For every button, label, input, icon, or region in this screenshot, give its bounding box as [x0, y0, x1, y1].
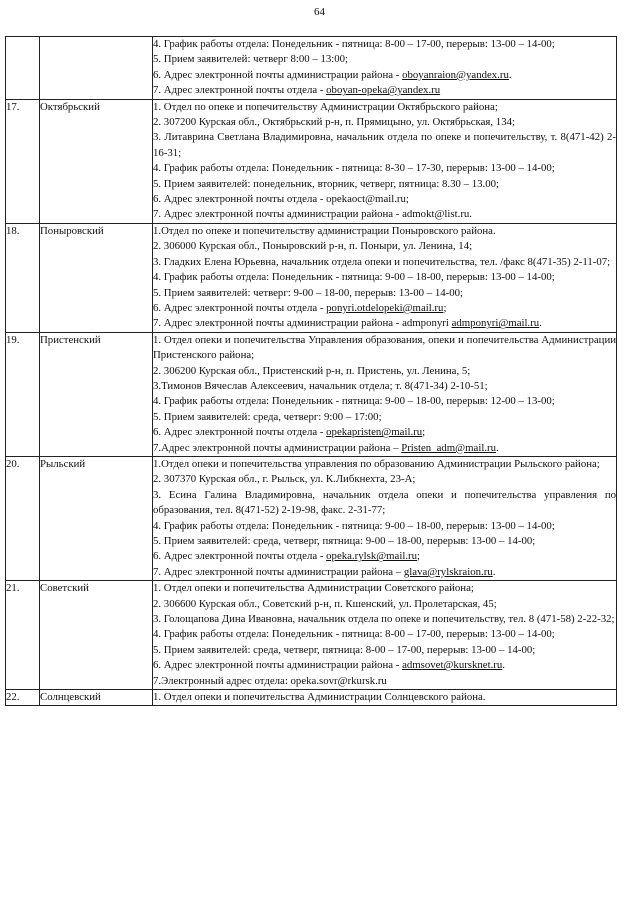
info-line — [153, 674, 616, 689]
table-row — [6, 690, 617, 706]
department-info — [153, 332, 617, 456]
info-line — [153, 627, 616, 642]
email-link[interactable]: ponyri.otdelopeki@mail.ru — [326, 301, 444, 314]
table-row — [6, 223, 617, 332]
info-text: 6. Адрес электронной почты отдела - — [153, 550, 327, 563]
district-name: Солнцевский — [40, 690, 153, 706]
department-info — [153, 37, 617, 100]
info-line — [153, 68, 616, 83]
info-punct: . — [539, 317, 542, 330]
info-text: 2. 306600 Курская обл., Советский р-н, п. Кшенский, ул. Пролетарская, 45; — [153, 597, 497, 610]
info-text: 1. Отдел опеки и попечительства Администрации Советского района; — [153, 582, 474, 595]
info-line — [153, 301, 616, 316]
info-line — [153, 658, 616, 673]
info-text: 3. Есина Галина Владимировна, начальник отдела опеки и попечительства управления по образования, тел. 8(471-52) 2-19-98, факс. 2-31-77; — [153, 488, 616, 517]
table-row — [6, 332, 617, 456]
email-link[interactable]: Pristen_adm@mail.ru — [401, 441, 497, 454]
info-text: 7. Адрес электронной почты отдела - — [153, 84, 327, 97]
info-text: 6. Адрес электронной почты отдела - opekaoct@mail.ru; — [153, 193, 409, 206]
department-info — [153, 99, 617, 223]
info-line — [153, 130, 616, 161]
info-line — [153, 379, 616, 394]
email-link[interactable]: oboyan-opeka@yandex.ru — [326, 84, 441, 97]
info-line — [153, 612, 616, 627]
district-name: Поныровский — [40, 223, 153, 332]
info-line — [153, 472, 616, 487]
department-info — [153, 223, 617, 332]
info-line — [153, 457, 616, 472]
table-row — [6, 37, 617, 100]
row-number: 22. — [6, 690, 40, 706]
row-number: 19. — [6, 332, 40, 456]
info-line — [153, 37, 616, 52]
email-link[interactable]: opekapristen@mail.ru — [326, 426, 423, 439]
info-punct: . — [502, 659, 505, 672]
info-text: 7. Адрес электронной почты администрации района – — [153, 565, 404, 578]
info-text: 7. Адрес электронной почты администрации района - admokt@list.ru. — [153, 208, 473, 221]
department-info — [153, 581, 617, 690]
email-link[interactable]: oboyanraion@yandex.ru — [402, 68, 509, 81]
info-text: 4. График работы отдела: Понедельник - пятница: 9-00 – 18-00, перерыв: 13-00 – 14-00; — [153, 271, 555, 284]
email-link[interactable]: admsovet@kursknet.ru — [402, 659, 503, 672]
info-line — [153, 581, 616, 596]
info-text: 5. Прием заявителей: понедельник, вторник, четверг, пятница: 8.30 – 13.00; — [153, 177, 500, 190]
info-text: 3.Тимонов Вячеслав Алексеевич, начальник отдела; т. 8(471-34) 2-10-51; — [153, 379, 488, 392]
info-line — [153, 643, 616, 658]
info-line — [153, 100, 616, 115]
district-name: Октябрьский — [40, 99, 153, 223]
info-text: 2. 307370 Курская обл., г. Рыльск, ул. К.Либкнехта, 23-А; — [153, 473, 416, 486]
info-line — [153, 425, 616, 440]
district-name: Рыльский — [40, 456, 153, 580]
district-name: Советский — [40, 581, 153, 690]
info-text: 5. Прием заявителей: среда, четверг: 9:00 – 17:00; — [153, 410, 382, 423]
info-text: 1. Отдел опеки и попечительства Администрации Солнцевского района. — [153, 691, 486, 704]
info-line — [153, 441, 616, 456]
info-text: 4. График работы отдела: Понедельник - пятница: 9-00 – 18-00, перерыв: 12-00 – 13-00; — [153, 395, 555, 408]
info-text: 1.Отдел опеки и попечительства управления по образованию Администрации Рыльского района; — [153, 457, 600, 470]
info-line — [153, 270, 616, 285]
row-number: 20. — [6, 456, 40, 580]
info-line — [153, 364, 616, 379]
info-punct: ; — [417, 550, 421, 563]
info-text: 1. Отдел по опеке и попечительству Администрации Октябрьского района; — [153, 100, 498, 113]
info-line — [153, 239, 616, 254]
info-line — [153, 488, 616, 519]
guardianship-departments-table — [5, 36, 617, 706]
row-number — [6, 37, 40, 100]
info-punct: . — [492, 565, 496, 578]
email-link[interactable]: glava@rylskraion.ru — [403, 565, 493, 578]
department-info — [153, 690, 617, 706]
info-line — [153, 333, 616, 364]
info-line — [153, 161, 616, 176]
info-text: 5. Прием заявителей: среда, четверг, пятница: 9-00 – 18-00, перерыв: 13-00 – 14-00; — [153, 535, 536, 547]
info-text: 7.Адрес электронной почты администрации района – — [153, 441, 402, 454]
info-text: 4. График работы отдела: Понедельник - пятница: 8-30 – 17-30, перерыв: 13-00 – 14-00; — [153, 162, 555, 175]
info-text: 4. График работы отдела: Понедельник - пятница: 9-00 – 18-00, перерыв: 13-00 – 14-00; — [153, 519, 555, 532]
info-text: 5. Прием заявителей: четверг 8:00 – 13:00; — [153, 53, 349, 66]
info-line — [153, 597, 616, 612]
info-punct: ; — [443, 301, 447, 314]
info-line — [153, 565, 616, 580]
info-text: 6. Адрес электронной почты отдела - — [153, 426, 327, 439]
email-link[interactable]: admponyri@mail.ru — [451, 317, 540, 330]
district-name — [40, 37, 153, 100]
info-line — [153, 519, 616, 534]
info-line — [153, 52, 616, 67]
info-text: 4. График работы отдела: Понедельник - пятница: 8-00 – 17-00, перерыв: 13-00 – 14-00; — [153, 628, 555, 641]
info-punct: . — [508, 68, 512, 81]
info-line — [153, 83, 616, 98]
info-text: 5. Прием заявителей: четверг: 9-00 – 18-00, перерыв: 13-00 – 14-00; — [153, 286, 464, 299]
info-text: 2. 307200 Курская обл., Октябрьский р-н, п. Прямицыно, ул. Октябрьская, 134; — [153, 116, 515, 129]
table-row — [6, 456, 617, 580]
info-text: 6. Адрес электронной почты администрации района - — [153, 659, 403, 672]
info-line — [153, 534, 616, 549]
info-line — [153, 286, 616, 301]
info-line — [153, 549, 616, 564]
info-text: 1.Отдел по опеке и попечительству администрации Поныровского района. — [153, 224, 496, 237]
table-row — [6, 581, 617, 690]
info-text: 2. 306000 Курская обл., Поныровский р-н, п. Поныри, ул. Ленина, 14; — [153, 240, 473, 253]
info-line — [153, 394, 616, 409]
info-text: 1. Отдел опеки и попечительства Управления образования, опеки и попечительства Администрации Пристенского района; — [153, 333, 616, 362]
table-row — [6, 99, 617, 223]
info-text: 4. График работы отдела: Понедельник - пятница: 8-00 – 17-00, перерыв: 13-00 – 14-00; — [153, 38, 555, 50]
info-text: 2. 306200 Курская обл., Пристенский р-н, п. Пристень, ул. Ленина, 5; — [153, 364, 471, 377]
row-number: 17. — [6, 99, 40, 223]
info-line — [153, 255, 616, 270]
info-line — [153, 690, 616, 705]
department-info — [153, 456, 617, 580]
info-line — [153, 410, 616, 425]
info-line — [153, 192, 616, 207]
info-line — [153, 207, 616, 222]
info-line — [153, 224, 616, 239]
page-number: 64 — [314, 6, 325, 18]
info-text: 3. Литаврина Светлана Владимировна, начальник отдела по опеке и попечительству, т. 8(471-42) 2-16-31; — [153, 131, 616, 159]
row-number: 21. — [6, 581, 40, 690]
info-text: 3. Гладких Елена Юрьевна, начальник отдела опеки и попечительства, тел. /факс 8(471-35) 2-11-07; — [153, 255, 611, 268]
info-text: 7. Адрес электронной почты администрации района - admponyri — [153, 317, 452, 330]
info-line — [153, 177, 616, 192]
table-body — [6, 37, 617, 706]
info-text: 5. Прием заявителей: среда, четверг, пятница: 8-00 – 17-00, перерыв: 13-00 – 14-00; — [153, 643, 536, 656]
info-punct: . — [496, 441, 499, 454]
info-text: 7.Электронный адрес отдела: opeka.sovr@rkursk.ru — [153, 674, 387, 687]
info-text: 6. Адрес электронной почты отдела - — [153, 301, 327, 314]
district-name: Пристенский — [40, 332, 153, 456]
email-link[interactable]: opeka.rylsk@mail.ru — [326, 550, 418, 563]
info-text: 3. Голощапова Дина Ивановна, начальник отдела по опеке и попечительству, тел. 8 (471-58) 2-22-32; — [153, 613, 615, 626]
info-line — [153, 115, 616, 130]
row-number: 18. — [6, 223, 40, 332]
info-line — [153, 316, 616, 331]
info-punct: ; — [422, 426, 426, 439]
info-text: 6. Адрес электронной почты администрации района - — [153, 68, 403, 81]
